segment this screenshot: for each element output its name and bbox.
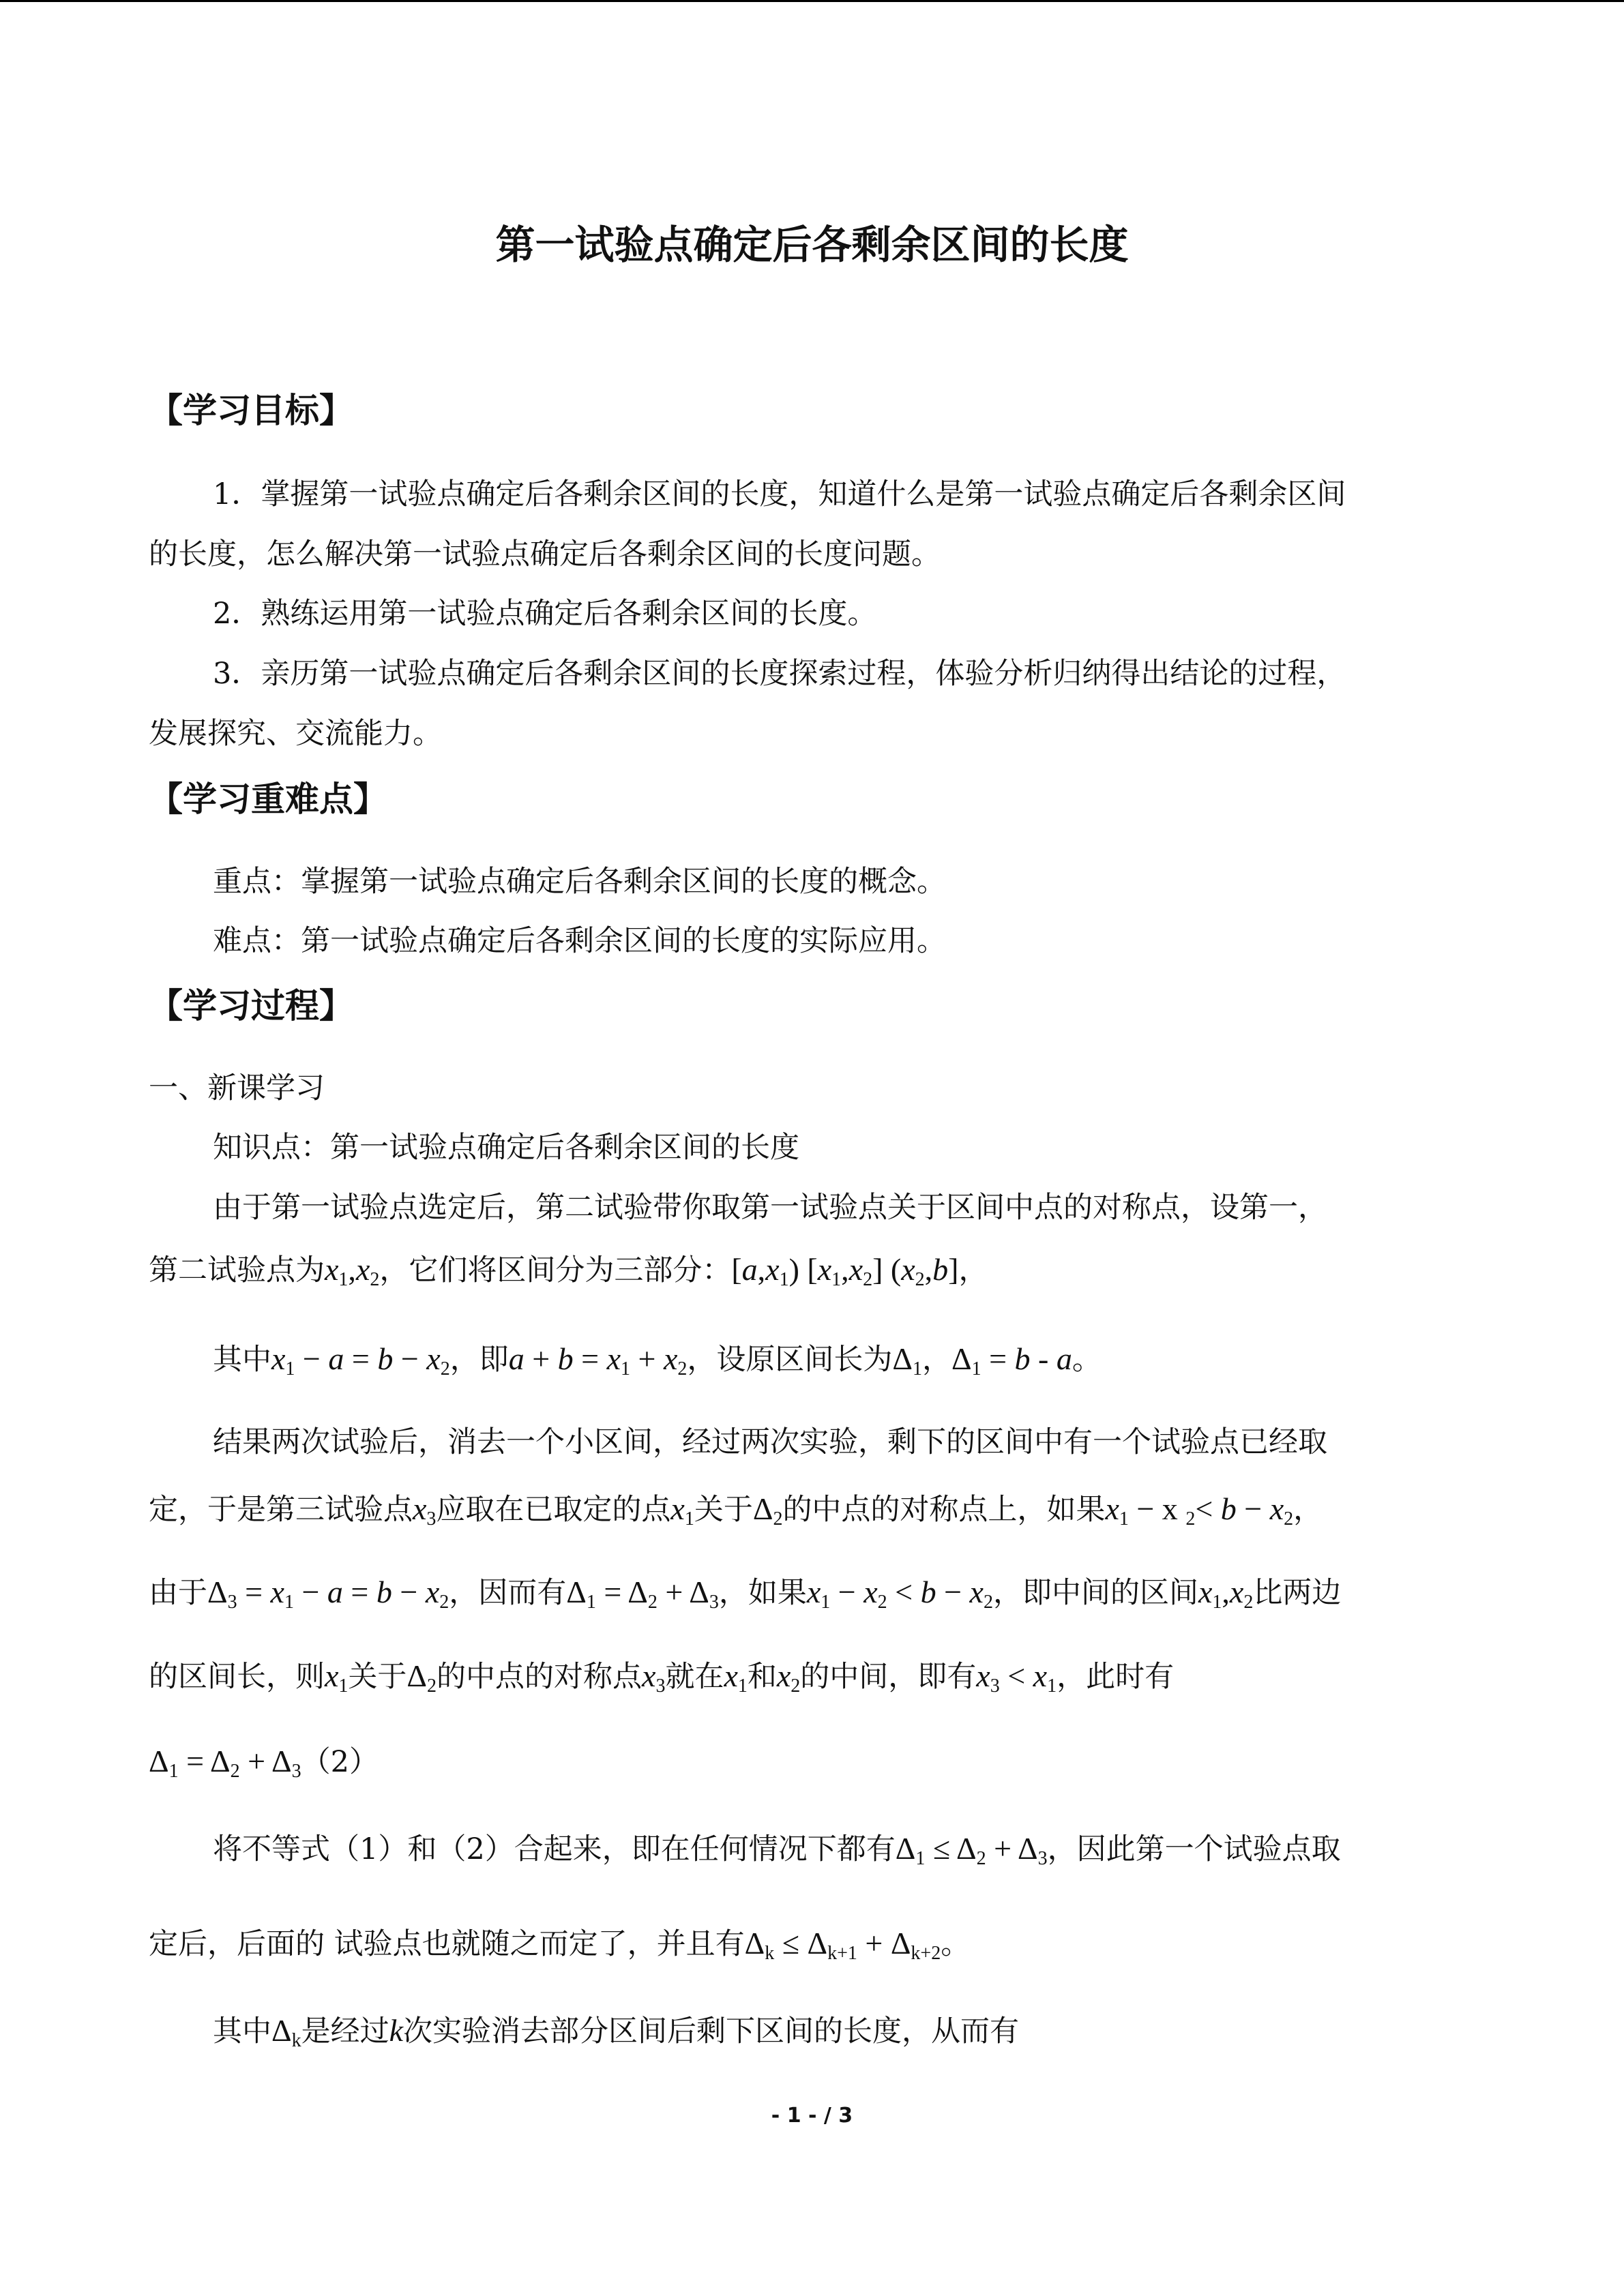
math-delta1: $\Delta_1$ (892, 1341, 922, 1380)
keypoint-difficulty: 难点：第一试验点确定后各剩余区间的长度的实际应用。 (213, 924, 946, 958)
goal-3-line-1: 3．亲历第一试验点确定后各剩余区间的长度探索过程，体验分析归纳得出结论的过程， (213, 657, 1346, 691)
paragraph-5: 其中$\Delta_k$是经过k次实验消去部分区间后剩下区间的长度，从而有 (213, 2013, 1020, 2051)
goal-1-line-1: 1．掌握第一试验点确定后各剩余区间的长度，知道什么是第一试验点确定后各剩余区间 (213, 477, 1346, 511)
part-1-heading: 一、新课学习 (149, 1071, 325, 1105)
paragraph-3-line-1: 结果两次试验后，消去一个小区间，经过两次实验，剩下的区间中有一个试验点已经取 (213, 1425, 1327, 1459)
math-eq-a-plus-b: $a + b = x_1 + x_2$ (508, 1341, 688, 1380)
math-three-intervals: $[a,x_1)$ $[x_1,x_2]$ $(x_2,b]$ (731, 1252, 959, 1290)
paragraph-4-line-1: 将不等式（1）和（2）合起来，即在任何情况下都有$\Delta_1 \le \Delta_2 + \Delta_3$，因此第一个试验点取 (213, 1831, 1341, 1869)
goal-2: 2．熟练运用第一试验点确定后各剩余区间的长度。 (213, 597, 877, 631)
page-title: 第一试验点确定后各剩余区间的长度 (495, 222, 1129, 268)
paragraph-3-line-2: 定，于是第三试验点$x_3$应取在已取定的点$x_1$关于$\Delta_2$的中点的对称点上，如果$x_1 - x$ $_2< b - x_2$， (149, 1491, 1323, 1530)
paragraph-1-line-1: 由于第一试验点选定后，第二试验带你取第一试验点关于区间中点的对称点，设第一， (213, 1191, 1327, 1225)
goal-3-line-2: 发展探究、交流能力。 (149, 717, 442, 751)
math-inequality-a: $x_1 - x$ $_2< b - x_2$ (1105, 1491, 1294, 1530)
math-eq-x1-minus-a: $x_1 - a = b - x_2$ (271, 1341, 450, 1380)
math-x1-x2: $x_1,x_2$ (325, 1252, 380, 1290)
keypoint-focus: 重点：掌握第一试验点确定后各剩余区间的长度的概念。 (213, 865, 946, 899)
knowledge-point: 知识点：第一试验点确定后各剩余区间的长度 (213, 1131, 799, 1165)
paragraph-4-line-2: 定后，后面的 试验点也就随之而定了，并且有$\Delta_k \le \Delta_{k+1} + \Delta_{k+2}$。 (149, 1926, 971, 1964)
top-border (0, 0, 1624, 2)
page-number: - 1 - / 3 (771, 2104, 853, 2128)
paragraph-3-line-3: 由于$\Delta_3 = x_1 - a = b - x_2$，因而有$\Delta_1 = \Delta_2 + \Delta_3$，如果$x_1 - x_2 < b - x_2$，即中间的区间$x_1,x_2$比两边 (149, 1575, 1342, 1613)
goal-1-line-2: 的长度，怎么解决第一试验点确定后各剩余区间的长度问题。 (149, 537, 941, 571)
equation-2: $\Delta_1 = \Delta_2 + \Delta_3(2)$ (149, 1744, 379, 1782)
section-heading-keypoints: 【学习重难点】 (149, 779, 387, 819)
paragraph-1-line-2: 第二试验点为$x_1,x_2$，它们将区间分为三部分：$[a,x_1)$ $[x_1,x_2]$ $(x_2,b]$， (149, 1252, 988, 1290)
section-heading-process: 【学习过程】 (149, 986, 353, 1026)
paragraph-3-line-4: 的区间长，则$x_1$关于$\Delta_2$的中点的对称点$x_3$就在$x_1$和$x_2$的中间，即有$x_3 < x_1$，此时有 (149, 1658, 1175, 1697)
section-heading-goals: 【学习目标】 (149, 391, 353, 430)
paragraph-2: 其中$x_1 - a = b - x_2$，即$a + b = x_1 + x_2$，设原区间长为$\Delta_1$，$\Delta_1 = b - a$。 (213, 1341, 1102, 1380)
math-delta1-eq: $\Delta_1 = b - a$ (951, 1341, 1072, 1380)
